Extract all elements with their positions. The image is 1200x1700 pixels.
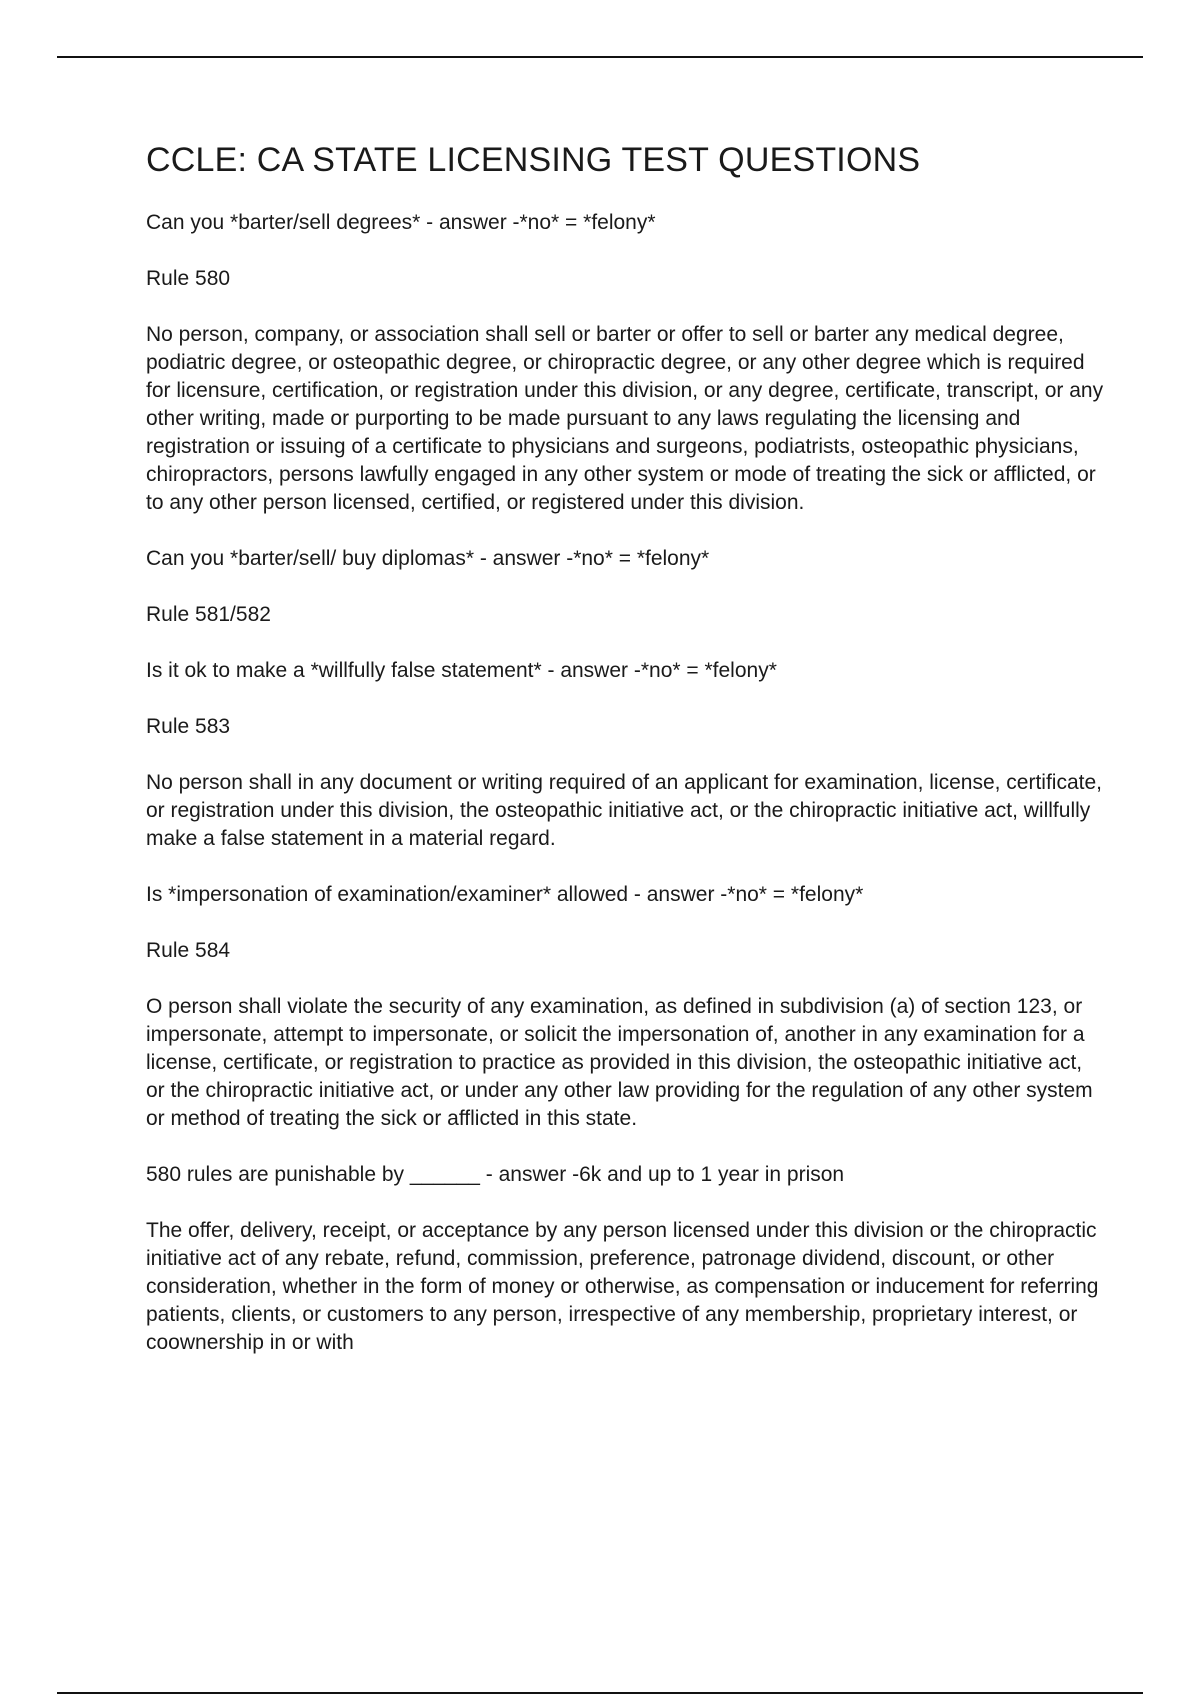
document-body (146, 140, 1106, 1385)
question-impersonation: Is *impersonation of examination/examiner* allowed - answer -*no* = *felony* (146, 882, 864, 906)
rebate-paragraph: The offer, delivery, receipt, or acceptance by any person licensed under this division or the chiropractic initiative act of any rebate, refund, commission, preference, patronage dividend, discount, or other consideration, whether in the form of money or otherwise, as compensation or inducement for referring patients, clients, or customers to any person, irrespective of any membership, proprietary interest, or coownership in or with (146, 1218, 1099, 1354)
question-barter-degrees: Can you *barter/sell degrees* - answer -*no* = *felony* (146, 210, 656, 234)
question-580-punishment: 580 rules are punishable by ______ - answer -6k and up to 1 year in prison (146, 1162, 845, 1186)
question-false-statement: Is it ok to make a *willfully false statement* - answer -*no* = *felony* (146, 658, 777, 682)
rule-584-heading: Rule 584 (146, 938, 231, 962)
rule-584-text: O person shall violate the security of any examination, as defined in subdivision (a) of section 123, or impersonate, attempt to impersonate, or solicit the impersonation of, another in any examination for a license, certificate, or registration to practice as provided in this division, the osteopathic initiative act, or the chiropractic initiative act, or under any other law providing for the regulation of any other system or method of treating the sick or afflicted in this state. (146, 994, 1093, 1130)
question-barter-diplomas: Can you *barter/sell/ buy diplomas* - answer -*no* = *felony* (146, 546, 710, 570)
top-rule-line (57, 56, 1143, 58)
rule-583-text: No person shall in any document or writing required of an applicant for examination, license, certificate, or registration under this division, the osteopathic initiative act, or the chiropractic initiative act, willfully make a false statement in a material regard. (146, 770, 1103, 850)
document-title: CCLE: CA STATE LICENSING TEST QUESTIONS (146, 141, 921, 179)
rule-583-heading: Rule 583 (146, 714, 231, 738)
bottom-rule-line (57, 1692, 1143, 1694)
rule-581-582-heading: Rule 581/582 (146, 602, 271, 626)
rule-580-heading: Rule 580 (146, 266, 231, 290)
rule-580-text: No person, company, or association shall sell or barter or offer to sell or barter any medical degree, podiatric degree, or osteopathic degree, or chiropractic degree, or any other degree which is required for licensure, certification, or registration under this division, or any degree, certificate, transcript, or any other writing, made or purporting to be made pursuant to any laws regulating the licensing and registration or issuing of a certificate to physicians and surgeons, podiatrists, osteopathic physicians, chiropractors, persons lawfully engaged in any other system or mode of treating the sick or afflicted, or to any other person licensed, certified, or registered under this division. (146, 322, 1104, 514)
